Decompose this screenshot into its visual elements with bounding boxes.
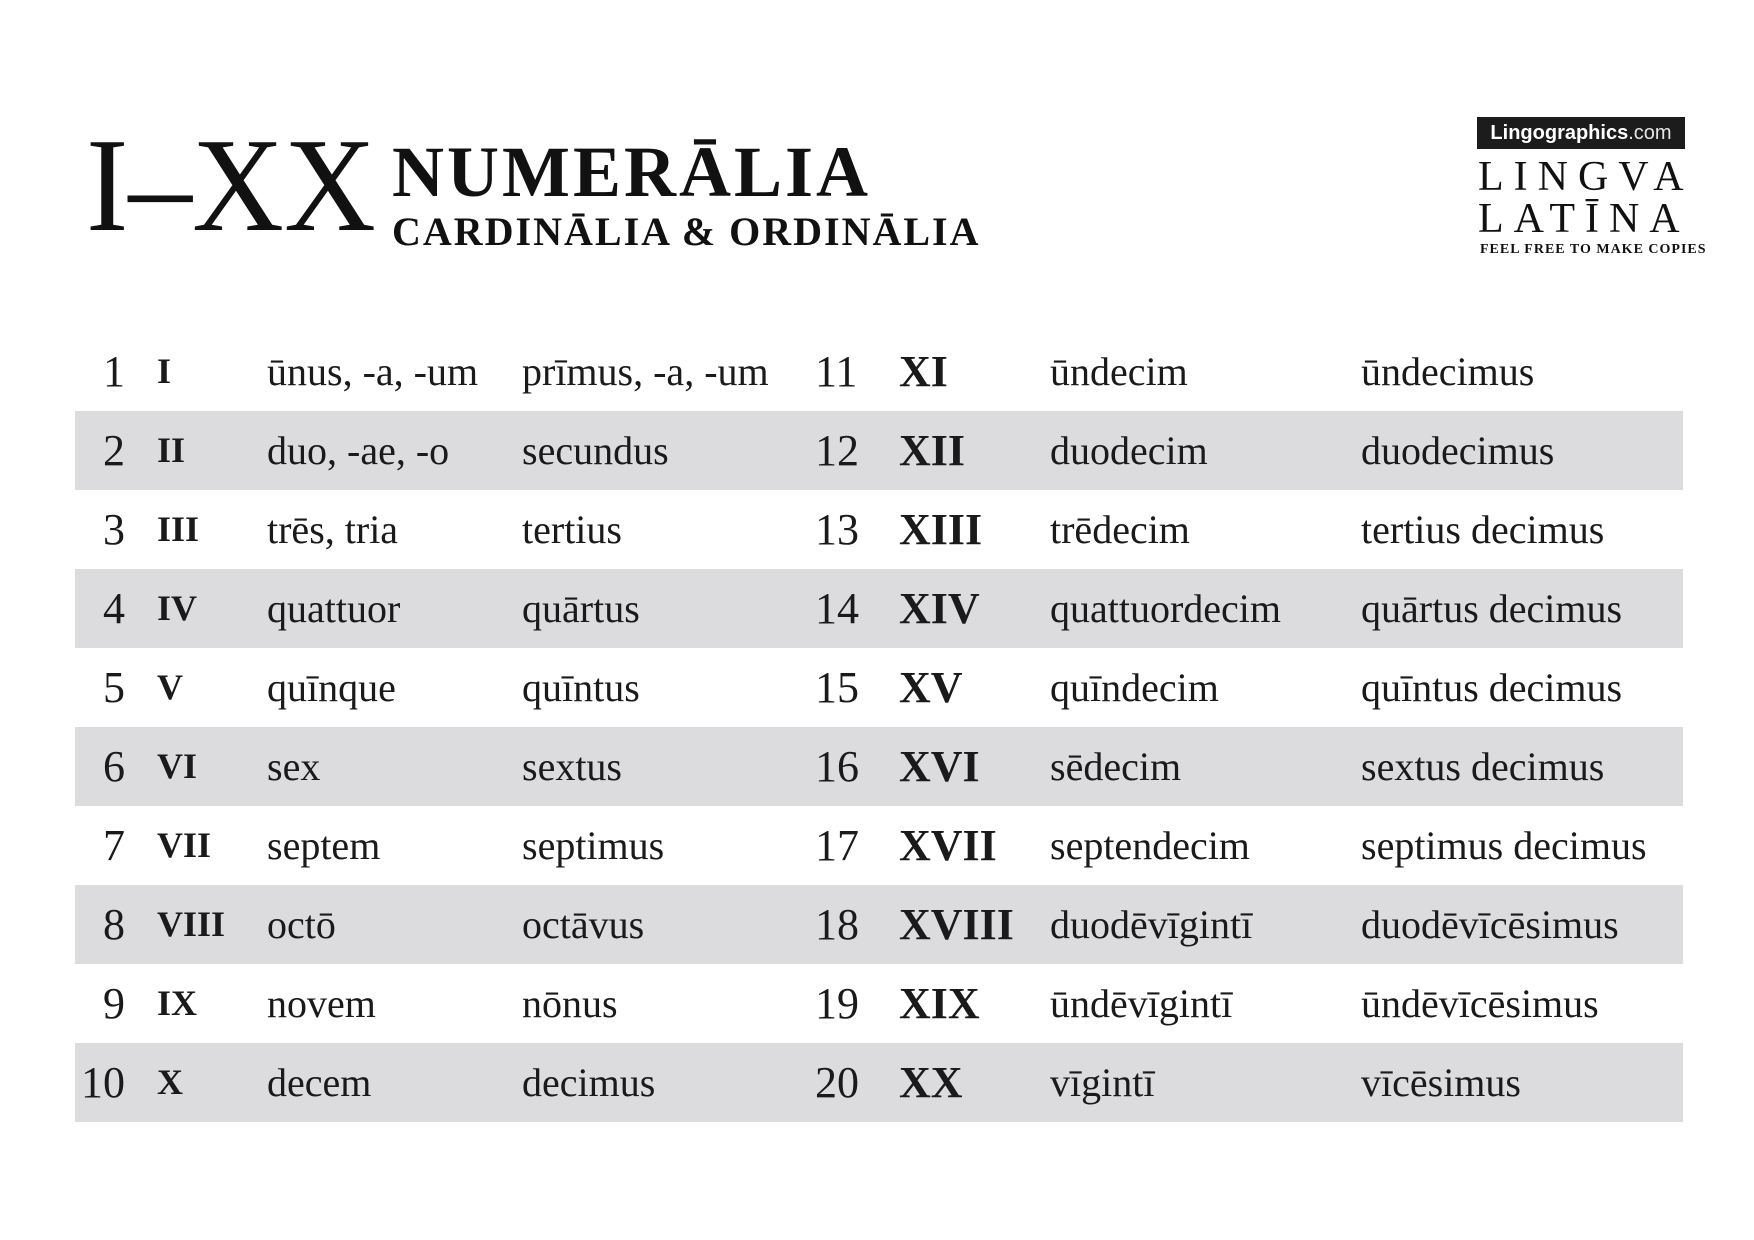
- page-title: NUMERĀLIA: [392, 132, 872, 212]
- roman-numeral: VIII: [157, 904, 226, 944]
- page-subtitle: CARDINĀLIA & ORDINĀLIA: [392, 209, 981, 254]
- brand-note: FEEL FREE TO MAKE COPIES: [1480, 242, 1707, 257]
- ordinal: sextus decimus: [1361, 744, 1605, 789]
- brand-site-name: Lingographics: [1490, 122, 1629, 144]
- table-row: [75, 885, 1683, 964]
- cardinal: vīgintī: [1050, 1060, 1155, 1105]
- brand-lingua: LINGVA: [1478, 154, 1694, 200]
- roman-numeral: I: [157, 351, 172, 391]
- arabic-number: 10: [81, 1058, 125, 1107]
- roman-numeral: XIX: [899, 979, 980, 1028]
- table-row: [75, 569, 1683, 648]
- arabic-number: 17: [815, 821, 859, 870]
- table-row: [75, 727, 1683, 806]
- roman-numeral: XV: [899, 663, 963, 712]
- roman-numeral: VII: [157, 825, 212, 865]
- ordinal: prīmus, -a, -um: [522, 349, 769, 394]
- ordinal: quārtus decimus: [1361, 586, 1623, 631]
- numeral-table: [75, 332, 1683, 1122]
- cardinal: duodēvīgintī: [1050, 902, 1253, 947]
- arabic-number: 13: [815, 505, 859, 554]
- ordinal: septimus decimus: [1361, 823, 1647, 868]
- ordinal: duodēvīcēsimus: [1361, 902, 1619, 947]
- cardinal: ūnus, -a, -um: [267, 349, 479, 394]
- ordinal: quīntus decimus: [1361, 665, 1623, 710]
- ordinal: duodecimus: [1361, 428, 1555, 473]
- ordinal: secundus: [522, 428, 669, 473]
- roman-numeral: XIV: [899, 584, 980, 633]
- table-row: [75, 490, 1683, 569]
- table-row: [75, 411, 1683, 490]
- cardinal: octō: [267, 902, 336, 947]
- arabic-number: 8: [103, 900, 125, 949]
- roman-numeral: XVII: [899, 821, 997, 870]
- arabic-number: 6: [103, 742, 125, 791]
- cardinal: quattuor: [267, 586, 401, 631]
- roman-numeral: II: [157, 430, 186, 470]
- ordinal: nōnus: [522, 981, 618, 1026]
- arabic-number: 14: [815, 584, 859, 633]
- page-range-heading: I–XX: [86, 111, 376, 259]
- roman-numeral: VI: [157, 746, 198, 786]
- arabic-number: 7: [103, 821, 125, 870]
- arabic-number: 9: [103, 979, 125, 1028]
- cardinal: trēs, tria: [267, 507, 399, 552]
- cardinal: quattuordecim: [1050, 586, 1282, 631]
- roman-numeral: III: [157, 509, 200, 549]
- cardinal: trēdecim: [1050, 507, 1190, 552]
- cardinal: duodecim: [1050, 428, 1208, 473]
- cardinal: sex: [267, 744, 321, 789]
- brand-badge: [1477, 117, 1685, 149]
- ordinal: vīcēsimus: [1361, 1060, 1521, 1105]
- cardinal: septendecim: [1050, 823, 1250, 868]
- ordinal: octāvus: [522, 902, 645, 947]
- arabic-number: 19: [815, 979, 859, 1028]
- ordinal: quārtus: [522, 586, 640, 631]
- roman-numeral: XVIII: [899, 900, 1014, 949]
- ordinal: tertius decimus: [1361, 507, 1605, 552]
- arabic-number: 12: [815, 426, 859, 475]
- ordinal: quīntus: [522, 665, 640, 710]
- table-row: [75, 806, 1683, 885]
- arabic-number: 5: [103, 663, 125, 712]
- cardinal: novem: [267, 981, 376, 1026]
- roman-numeral: IV: [157, 588, 198, 628]
- roman-numeral: IX: [157, 983, 198, 1023]
- cardinal: ūndēvīgintī: [1050, 981, 1233, 1026]
- roman-numeral: XII: [899, 426, 966, 475]
- brand-site-domain: .com: [1628, 122, 1672, 144]
- arabic-number: 2: [103, 426, 125, 475]
- ordinal: decimus: [522, 1060, 656, 1105]
- brand-latina: LATĪNA: [1478, 196, 1690, 242]
- roman-numeral: XX: [899, 1058, 963, 1107]
- cardinal: quīnque: [267, 665, 396, 710]
- cardinal: quīndecim: [1050, 665, 1219, 710]
- roman-numeral: XVI: [899, 742, 980, 791]
- cardinal: decem: [267, 1060, 372, 1105]
- arabic-number: 1: [103, 347, 125, 396]
- table-row: [75, 964, 1683, 1043]
- arabic-number: 16: [815, 742, 859, 791]
- arabic-number: 11: [815, 347, 858, 396]
- roman-numeral: V: [157, 667, 183, 707]
- ordinal: ūndecimus: [1361, 349, 1535, 394]
- table-row: [75, 332, 1683, 411]
- table-row: [75, 1043, 1683, 1122]
- cardinal: sēdecim: [1050, 744, 1182, 789]
- arabic-number: 3: [103, 505, 125, 554]
- arabic-number: 4: [103, 584, 125, 633]
- cardinal: ūndecim: [1050, 349, 1188, 394]
- ordinal: sextus: [522, 744, 622, 789]
- ordinal: septimus: [522, 823, 665, 868]
- roman-numeral: XI: [899, 347, 948, 396]
- table-row: [75, 648, 1683, 727]
- ordinal: tertius: [522, 507, 622, 552]
- arabic-number: 18: [815, 900, 859, 949]
- arabic-number: 20: [815, 1058, 859, 1107]
- cardinal: septem: [267, 823, 381, 868]
- roman-numeral: XIII: [899, 505, 983, 554]
- arabic-number: 15: [815, 663, 859, 712]
- ordinal: ūndēvīcēsimus: [1361, 981, 1599, 1026]
- cardinal: duo, -ae, -o: [267, 428, 450, 473]
- roman-numeral: X: [157, 1062, 183, 1102]
